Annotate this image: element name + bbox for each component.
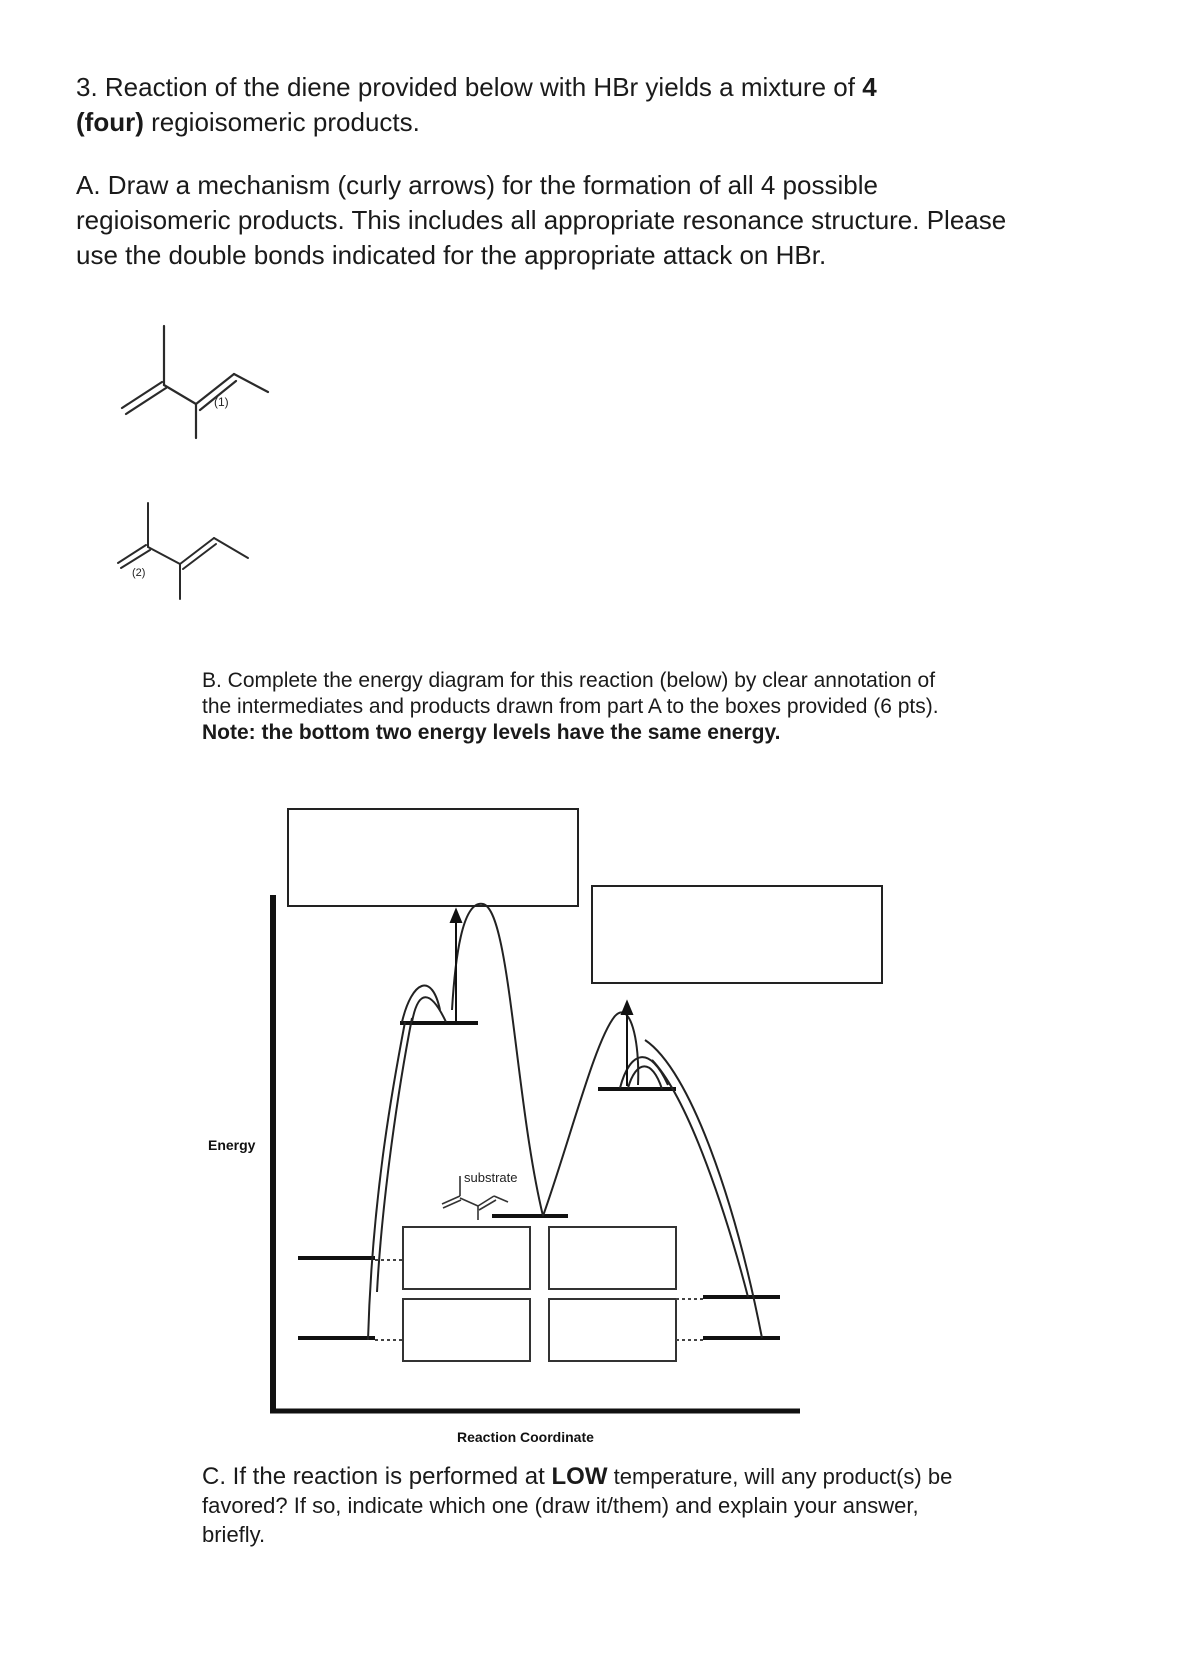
bond-double-2b (183, 544, 216, 569)
part-b-block (202, 668, 962, 746)
arrow-head-box-1 (451, 910, 461, 922)
answer-box-product-4[interactable] (549, 1299, 676, 1361)
answer-box-product-2[interactable] (549, 1227, 676, 1289)
question-title (76, 70, 1036, 140)
structure-2-label: (2) (132, 567, 146, 579)
question-title-prefix: 3. Reaction of the diene provided below with HBr yields a mixture of (76, 72, 863, 102)
energy-diagram (0, 800, 1195, 1460)
bond-c2-c3 (164, 385, 196, 404)
y-axis-label: Energy (208, 1137, 256, 1153)
part-c-suffix: temperature, will any product(s) be favored? If so, indicate which one (draw it/them) and explain your answer, briefly. (202, 1464, 953, 1547)
answer-box-intermediate-1[interactable] (288, 809, 578, 906)
bond-c2-c3 (148, 547, 180, 564)
bond-terminal-methyl (214, 538, 248, 558)
answer-box-intermediate-2[interactable] (592, 886, 882, 983)
diene-structure-1 (110, 320, 290, 450)
diene-structure-2 (110, 500, 270, 610)
part-c-bold-low: LOW (551, 1463, 608, 1490)
question-title-bold-four-word: (four) (76, 107, 144, 137)
answer-box-product-1[interactable] (403, 1227, 530, 1289)
curve-right-inner (652, 1060, 748, 1297)
arrow-head-box-2 (622, 1002, 632, 1014)
structure-1-label: (1) (214, 395, 229, 409)
question-title-bold-four-digit: 4 (862, 72, 877, 102)
question-title-suffix: regioisomeric products. (143, 107, 420, 137)
curve-right-outer (645, 1040, 762, 1338)
bond-terminal-methyl (234, 374, 268, 392)
part-c-prefix: C. If the reaction is performed at (202, 1463, 552, 1490)
answer-box-product-3[interactable] (403, 1299, 530, 1361)
curve-ts2 (543, 1012, 638, 1216)
part-b-note: Note: the bottom two energy levels have the same energy. (202, 721, 781, 744)
bond-double-2a (180, 538, 214, 564)
part-b-text: B. Complete the energy diagram for this reaction (below) by clear annotation of the intermediates and products drawn from part A to the boxes provided (6 pts). (202, 669, 939, 718)
part-a-text: A. Draw a mechanism (curly arrows) for the formation of all 4 possible regioisomeric products. This includes all appropriate resonance structure. Please use the double bonds indicated for the appropriate attack on HBr. (76, 170, 1007, 270)
part-c-text (202, 1462, 962, 1549)
curve-hump-right-2 (628, 1066, 662, 1089)
x-axis-label: Reaction Coordinate (457, 1429, 594, 1445)
substrate-label: substrate (464, 1170, 518, 1185)
